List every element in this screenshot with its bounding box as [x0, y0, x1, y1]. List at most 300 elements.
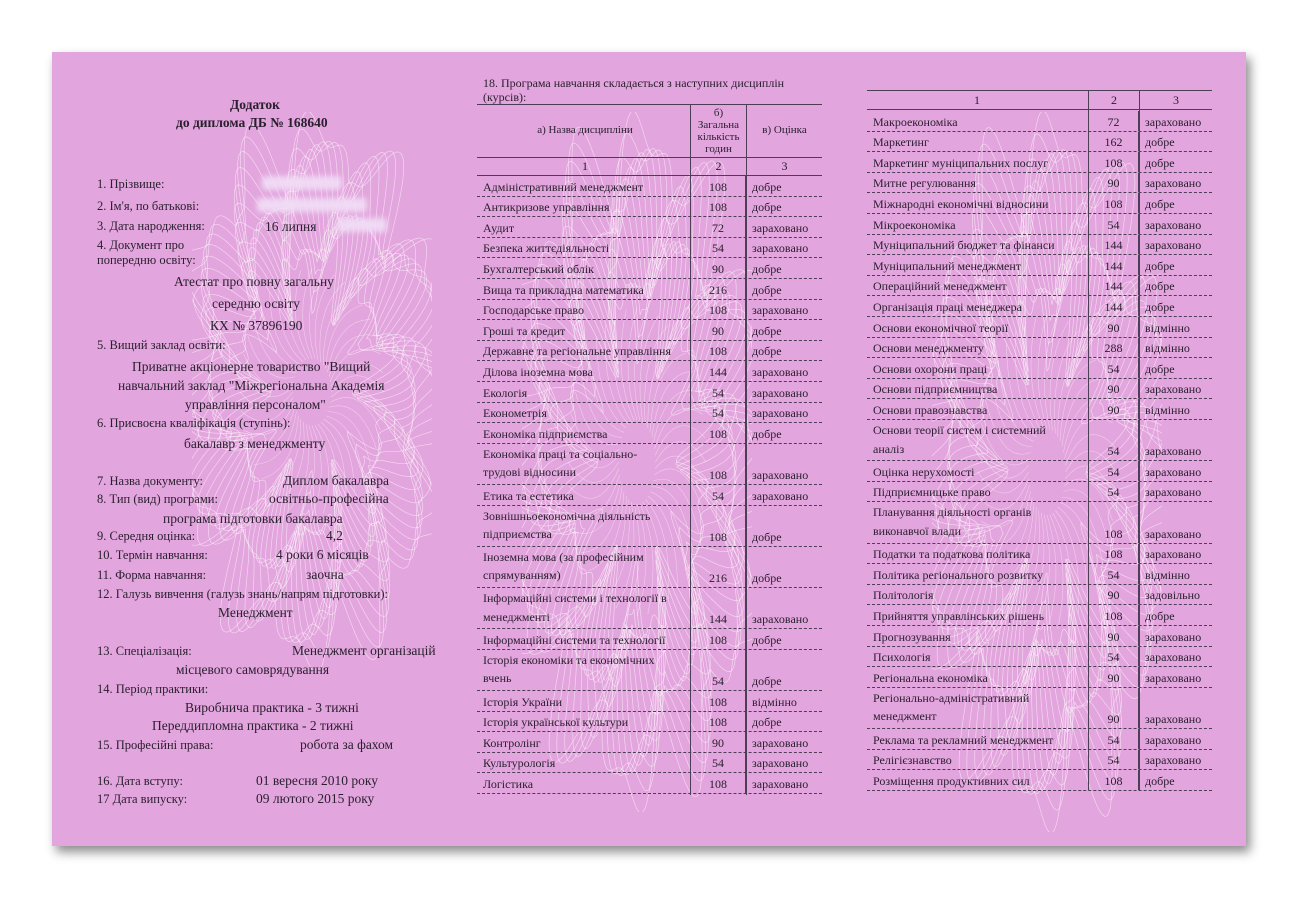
- discipline-name: [867, 235, 1088, 255]
- discipline-name-line: Податки та податкова політика: [873, 547, 1031, 562]
- table-row: [867, 585, 1212, 606]
- discipline-name-line: Історія України: [483, 694, 563, 709]
- discipline-name: [477, 382, 690, 402]
- table-row: [867, 338, 1212, 359]
- table-row: [477, 691, 822, 712]
- grade-value: зараховано: [752, 467, 809, 482]
- table-row: [867, 564, 1212, 585]
- hours-value: 108: [690, 773, 746, 793]
- discipline-name-line: Аудит: [483, 220, 515, 235]
- discipline-name: [867, 544, 1088, 564]
- grade-value: добре: [752, 344, 782, 359]
- discipline-name: [477, 258, 690, 278]
- hours-value: 108: [690, 691, 746, 711]
- table-row: [867, 235, 1212, 256]
- grade-value: добре: [1145, 773, 1175, 788]
- discipline-name-line: Основи менеджменту: [873, 341, 984, 356]
- discipline-name-line: Етика та естетика: [483, 488, 574, 503]
- field-value: Менеджмент: [218, 605, 293, 620]
- admission-date-label: 16. Дата вступу:: [97, 774, 183, 788]
- hours-value: 90: [1088, 688, 1139, 728]
- table-row: [867, 193, 1212, 214]
- table-row: [867, 173, 1212, 194]
- discipline-name-line: Основи правознавства: [873, 402, 988, 417]
- discipline-name-line: Логістика: [483, 776, 534, 791]
- discipline-name: [867, 276, 1088, 296]
- hours-value: 108: [1088, 770, 1139, 790]
- discipline-name-line: Іноземна мова (за професійним: [483, 549, 644, 564]
- table-row: [867, 276, 1212, 297]
- discipline-name: [477, 588, 690, 628]
- specialization-label: 13. Спеціалізація:: [97, 644, 192, 658]
- program-type-label: 8. Тип (вид) програми:: [97, 492, 218, 506]
- grade-value: зараховано: [752, 406, 809, 421]
- study-form-value: заочна: [306, 567, 344, 582]
- hours-value: 108: [690, 176, 746, 196]
- discipline-name-line: Міжнародні економічні відносини: [873, 196, 1049, 211]
- discipline-name-line: спрямуванням): [483, 568, 561, 583]
- discipline-name-line: менеджмент: [873, 709, 937, 724]
- discipline-name-line: менеджменті: [483, 609, 550, 624]
- discipline-name-line: Операційний менеджмент: [873, 279, 1007, 294]
- grade-value: добре: [752, 715, 782, 730]
- curriculum-heading-1: 18. Програма навчання складається з наступних дисциплін: [483, 76, 785, 90]
- discipline-name: [477, 217, 690, 237]
- table-row: [477, 217, 822, 238]
- table-row: [477, 588, 822, 629]
- discipline-name: [867, 626, 1088, 646]
- grade-value: зараховано: [752, 612, 809, 627]
- discipline-name-line: Маркетинг муніципальних послуг: [873, 155, 1049, 170]
- discipline-name: [867, 688, 1088, 728]
- hours-value: 90: [1088, 399, 1139, 419]
- table-row: [867, 358, 1212, 379]
- col-hours-header-3: кількість: [697, 131, 740, 143]
- hours-value: 144: [1088, 276, 1139, 296]
- discipline-name: [867, 338, 1088, 358]
- discipline-name-line: Культурологія: [483, 756, 556, 771]
- grade-value: зараховано: [752, 756, 809, 771]
- grade-value: добре: [1145, 361, 1175, 376]
- discipline-name: [867, 214, 1088, 234]
- study-term-value: 4 роки 6 місяців: [276, 547, 369, 562]
- discipline-name: [867, 255, 1088, 275]
- institution-value-1: Приватне акціонерне товариство "Вищий: [132, 359, 371, 374]
- discipline-name: [477, 485, 690, 505]
- hours-value: 108: [1088, 605, 1139, 625]
- discipline-name: [477, 732, 690, 752]
- grade-value: зараховано: [752, 488, 809, 503]
- discipline-name: [867, 585, 1088, 605]
- grade-value: зараховано: [1145, 711, 1202, 726]
- discipline-name: [867, 111, 1088, 131]
- avg-grade-value: 4,2: [326, 528, 343, 543]
- discipline-name-line: Психологія: [873, 650, 931, 665]
- grade-value: зараховано: [1145, 650, 1202, 665]
- table-row: [477, 712, 822, 733]
- discipline-name-line: Історія економіки та економічних: [483, 652, 655, 667]
- hours-value: 54: [690, 650, 746, 690]
- discipline-name-line: Політика регіонального розвитку: [873, 567, 1044, 582]
- table-row: [477, 320, 822, 341]
- table-row: [477, 279, 822, 300]
- discipline-name-line: підприємства: [483, 527, 552, 542]
- discipline-name: [867, 193, 1088, 213]
- grade-value: зараховано: [1145, 217, 1202, 232]
- grade-value: зараховано: [752, 364, 809, 379]
- qualification-value: бакалавр з менеджменту: [184, 436, 326, 451]
- hours-value: 54: [1088, 358, 1139, 378]
- grade-value: зараховано: [1145, 176, 1202, 191]
- study-term-label: 10. Термін навчання:: [97, 548, 208, 562]
- prev-doc-label-1: 4. Документ про: [97, 238, 185, 252]
- discipline-name: [867, 667, 1088, 687]
- discipline-name: [477, 300, 690, 320]
- hours-value: 108: [1088, 502, 1139, 542]
- grade-value: зараховано: [752, 303, 809, 318]
- discipline-name-line: трудові відносини: [483, 465, 576, 480]
- discipline-name: [867, 605, 1088, 625]
- discipline-name-line: Муніципальний менеджмент: [873, 258, 1022, 273]
- grade-value: добре: [752, 673, 782, 688]
- grade-value: зараховано: [1145, 753, 1202, 768]
- program-type-value-2: програма підготовки бакалавра: [163, 511, 343, 526]
- discipline-name: [867, 173, 1088, 193]
- name-redacted: [257, 198, 367, 212]
- hours-value: 54: [690, 403, 746, 423]
- hours-value: 54: [1088, 482, 1139, 502]
- hours-value: 108: [690, 300, 746, 320]
- table-row: [477, 732, 822, 753]
- rights-label: 15. Професійні права:: [97, 738, 214, 752]
- hours-value: 54: [1088, 729, 1139, 749]
- grade-value: зараховано: [1145, 485, 1202, 500]
- grade-value: зараховано: [752, 241, 809, 256]
- discipline-name: [477, 176, 690, 196]
- grade-value: добре: [1145, 258, 1175, 273]
- discipline-name-line: аналіз: [873, 441, 905, 456]
- hours-value: 162: [1088, 132, 1139, 152]
- discipline-name-line: Митне регулювання: [873, 176, 976, 191]
- hours-value: 108: [690, 444, 746, 484]
- table-row: [867, 379, 1212, 400]
- hours-value: 108: [690, 341, 746, 361]
- grade-value: добре: [752, 200, 782, 215]
- discipline-name: [477, 423, 690, 443]
- grade-value: добре: [752, 529, 782, 544]
- discipline-name: [477, 341, 690, 361]
- table-row: [867, 544, 1212, 565]
- hours-value: 144: [1088, 235, 1139, 255]
- col-hours-header-1: б): [713, 107, 724, 119]
- hours-value: 54: [1088, 647, 1139, 667]
- discipline-name: [867, 152, 1088, 172]
- right-col-number-3: 3: [1173, 93, 1179, 107]
- discipline-name-line: Підприємницьке право: [873, 485, 991, 500]
- hours-value: 216: [690, 279, 746, 299]
- hours-value: 90: [1088, 626, 1139, 646]
- hours-value: 54: [690, 382, 746, 402]
- grade-value: зараховано: [752, 776, 809, 791]
- supplement-title: Додаток: [230, 97, 280, 112]
- table-row: [477, 650, 822, 691]
- discipline-name-line: Гроші та кредит: [483, 323, 566, 338]
- table-row: [477, 238, 822, 259]
- grade-value: відмінно: [752, 694, 797, 709]
- grade-value: добре: [1145, 608, 1175, 623]
- hours-value: 108: [1088, 152, 1139, 172]
- table-row: [867, 750, 1212, 771]
- table-row: [867, 296, 1212, 317]
- hours-value: 90: [1088, 667, 1139, 687]
- table-row: [867, 214, 1212, 235]
- prev-doc-value-3: КХ № 37896190: [210, 318, 303, 333]
- hours-value: 54: [690, 238, 746, 258]
- rights-value: робота за фахом: [300, 737, 394, 752]
- discipline-name: [867, 750, 1088, 770]
- discipline-name-line: Регіональна економіка: [873, 670, 988, 685]
- discipline-name-line: Безпека життєдіяльності: [483, 241, 610, 256]
- grade-value: добре: [752, 632, 782, 647]
- discipline-name: [867, 647, 1088, 667]
- discipline-name: [477, 197, 690, 217]
- grade-value: зараховано: [1145, 382, 1202, 397]
- table-row: [867, 132, 1212, 153]
- discipline-name-line: Основи охорони праці: [873, 361, 988, 376]
- table-row: [477, 753, 822, 774]
- hours-value: 54: [690, 485, 746, 505]
- avg-grade-label: 9. Середня оцінка:: [97, 529, 196, 543]
- grade-value: зараховано: [1145, 114, 1202, 129]
- discipline-name: [477, 444, 690, 484]
- discipline-name: [477, 650, 690, 690]
- study-form-label: 11. Форма навчання:: [97, 568, 207, 582]
- hours-value: 108: [690, 506, 746, 546]
- discipline-name: [477, 753, 690, 773]
- discipline-name-line: Державне та регіональне управління: [483, 344, 671, 359]
- discipline-name: [477, 320, 690, 340]
- discipline-name: [477, 403, 690, 423]
- discipline-name-line: виконавчої влади: [873, 523, 961, 538]
- table-row: [867, 420, 1212, 461]
- discipline-name-line: Оцінка нерухомості: [873, 464, 975, 479]
- hours-value: 90: [690, 320, 746, 340]
- grade-value: зараховано: [1145, 526, 1202, 541]
- discipline-name-line: Адміністративний менеджмент: [483, 179, 644, 194]
- hours-value: 54: [1088, 420, 1139, 460]
- discipline-name: [867, 317, 1088, 337]
- discipline-name-line: Вища та прикладна математика: [483, 282, 644, 297]
- discipline-name: [477, 238, 690, 258]
- grade-value: добре: [752, 323, 782, 338]
- col-grade-header: в) Оцінка: [762, 124, 807, 136]
- table-row: [867, 626, 1212, 647]
- discipline-name: [477, 361, 690, 381]
- grade-value: задовільно: [1145, 588, 1201, 603]
- discipline-name-line: Основи теорії систем і системний: [873, 423, 1046, 437]
- hours-value: 144: [1088, 255, 1139, 275]
- grade-value: зараховано: [752, 220, 809, 235]
- table-row: [477, 258, 822, 279]
- birthdate-label: 3. Дата народження:: [97, 219, 205, 233]
- discipline-name-line: Економетрія: [483, 406, 547, 421]
- discipline-name-line: Економіка підприємства: [483, 426, 608, 441]
- hours-value: 90: [1088, 379, 1139, 399]
- discipline-name-line: Регіонально-адміністративний: [873, 690, 1030, 705]
- discipline-name: [477, 506, 690, 546]
- doc-name-value: Диплом бакалавра: [283, 473, 389, 488]
- grade-value: зараховано: [1145, 732, 1202, 747]
- prev-doc-value-2: середню освіту: [212, 296, 300, 311]
- grade-value: добре: [752, 261, 782, 276]
- institution-value-3: управління персоналом": [185, 397, 326, 412]
- specialization-value-2: місцевого самоврядування: [176, 662, 330, 677]
- grade-value: добре: [752, 570, 782, 585]
- discipline-name-line: Ділова іноземна мова: [483, 364, 593, 379]
- grade-value: добре: [752, 282, 782, 297]
- discipline-name-line: Економіка праці та соціально-: [483, 446, 638, 461]
- institution-value-2: навчальний заклад "Міжрегіональна Академія: [118, 378, 385, 393]
- hours-value: 108: [1088, 544, 1139, 564]
- discipline-name: [867, 399, 1088, 419]
- diploma-supplement-sheet: [52, 52, 1246, 846]
- discipline-name-line: вчень: [483, 671, 512, 686]
- table-row: [867, 502, 1212, 543]
- discipline-name-line: Макроекономіка: [873, 114, 958, 129]
- grade-value: добре: [1145, 299, 1175, 314]
- supplement-diploma-number: до диплома ДБ № 168640: [176, 115, 328, 130]
- birthdate-value: 16 липня: [265, 219, 317, 234]
- discipline-name: [477, 691, 690, 711]
- hours-value: 108: [690, 629, 746, 649]
- grade-value: добре: [1145, 196, 1175, 211]
- grade-value: зараховано: [752, 735, 809, 750]
- right-col-number-2: 2: [1111, 93, 1117, 107]
- practice-value-2: Переддипломна практика - 2 тижні: [152, 718, 354, 733]
- table-row: [867, 667, 1212, 688]
- discipline-name-line: Зовнішньоекономічна діяльність: [483, 508, 651, 523]
- discipline-name-line: Контролінг: [483, 735, 541, 750]
- discipline-name-line: Історія української культури: [483, 715, 629, 730]
- table-row: [477, 547, 822, 588]
- table-row: [867, 770, 1212, 791]
- table-row: [477, 197, 822, 218]
- discipline-name-line: Організація праці менеджера: [873, 299, 1022, 314]
- grade-value: зараховано: [1145, 547, 1202, 562]
- discipline-name: [867, 132, 1088, 152]
- discipline-name: [867, 461, 1088, 481]
- hours-value: 108: [690, 197, 746, 217]
- discipline-name: [867, 729, 1088, 749]
- discipline-name-line: Господарське право: [483, 303, 585, 318]
- discipline-name: [867, 358, 1088, 378]
- col-hours-header-2: Загальна: [697, 119, 740, 131]
- hours-value: 90: [1088, 173, 1139, 193]
- table-row: [477, 629, 822, 650]
- table-row: [867, 688, 1212, 729]
- discipline-name: [867, 502, 1088, 542]
- col-number-3: 3: [781, 159, 788, 173]
- table-row: [477, 300, 822, 321]
- grade-value: зараховано: [1145, 238, 1202, 253]
- grade-value: зараховано: [1145, 444, 1202, 459]
- discipline-name: [867, 420, 1088, 460]
- grade-value: добре: [1145, 135, 1175, 150]
- right-col-number-1: 1: [974, 93, 980, 107]
- hours-value: 108: [690, 712, 746, 732]
- grade-value: добре: [752, 179, 782, 194]
- table-row: [477, 361, 822, 382]
- hours-value: 72: [1088, 111, 1139, 131]
- hours-value: 144: [1088, 296, 1139, 316]
- grade-value: відмінно: [1145, 567, 1190, 582]
- grade-value: добре: [1145, 155, 1175, 170]
- doc-name-label: 7. Назва документу:: [97, 474, 204, 488]
- graduation-date-label: 17 Дата випуску:: [97, 792, 188, 806]
- hours-value: 54: [1088, 214, 1139, 234]
- field-label: 12. Галузь вивчення (галузь знань/напрям підготовки):: [97, 587, 388, 601]
- specialization-value-1: Менеджмент організацій: [292, 643, 436, 658]
- hours-value: 90: [690, 732, 746, 752]
- curriculum-heading-2: (курсів):: [483, 90, 527, 104]
- admission-date-value: 01 вересня 2010 року: [256, 773, 379, 788]
- grade-value: добре: [752, 426, 782, 441]
- discipline-name-line: Основи економічної теорії: [873, 320, 1009, 335]
- grade-value: зараховано: [752, 385, 809, 400]
- table-row: [867, 605, 1212, 626]
- table-row: [477, 403, 822, 424]
- hours-value: 90: [1088, 317, 1139, 337]
- discipline-name-line: Політологія: [873, 588, 934, 603]
- hours-value: 90: [690, 258, 746, 278]
- discipline-name-line: Маркетинг: [873, 135, 929, 150]
- discipline-name-line: Розміщення продуктивних сил: [873, 773, 1030, 788]
- hours-value: 144: [690, 361, 746, 381]
- table-row: [867, 729, 1212, 750]
- institution-label: 5. Вищий заклад освіти:: [97, 338, 226, 352]
- hours-value: 72: [690, 217, 746, 237]
- table-row: [867, 317, 1212, 338]
- birth-year-redacted: [337, 218, 387, 232]
- table-row: [477, 423, 822, 444]
- discipline-name: [477, 773, 690, 793]
- hours-value: 216: [690, 547, 746, 587]
- grade-value: відмінно: [1145, 402, 1190, 417]
- grade-value: зараховано: [1145, 464, 1202, 479]
- surname-label: 1. Прізвище:: [97, 177, 165, 191]
- hours-value: 144: [690, 588, 746, 628]
- discipline-name-line: Прийняття управлінських рішень: [873, 608, 1045, 623]
- grade-value: відмінно: [1145, 320, 1190, 335]
- program-type-value-1: освітньо-професійна: [269, 491, 389, 506]
- col-number-1: 1: [582, 159, 588, 173]
- discipline-name-line: Прогнозування: [873, 629, 951, 644]
- discipline-name-line: Мікроекономіка: [873, 217, 956, 232]
- table-row: [477, 341, 822, 362]
- discipline-name-line: Релігієзнавство: [873, 753, 952, 768]
- practice-label: 14. Період практики:: [97, 682, 209, 696]
- name-label: 2. Ім'я, по батькові:: [97, 199, 200, 213]
- table-row: [867, 111, 1212, 132]
- table-row: [477, 176, 822, 197]
- grade-value: добре: [1145, 279, 1175, 294]
- grade-value: зараховано: [1145, 670, 1202, 685]
- table-row: [477, 382, 822, 403]
- table-row: [477, 444, 822, 485]
- hours-value: 108: [690, 423, 746, 443]
- discipline-name: [867, 564, 1088, 584]
- discipline-name: [867, 482, 1088, 502]
